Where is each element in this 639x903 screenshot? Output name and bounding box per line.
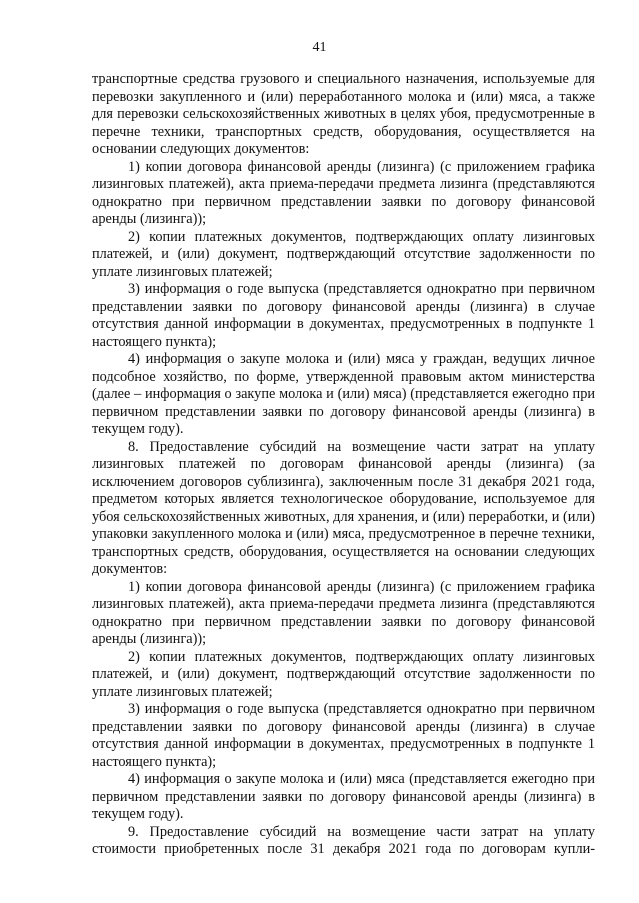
paragraph-item-3: 3) информация о годе выпуска (представляется однократно при первичном представлении заявки по договору финансовой аренды (лизинга) в случае отсутствия данной информации в документах, предусмотренных в подпункте 1 настоящего пункта);	[92, 281, 595, 350]
document-body	[92, 71, 595, 859]
paragraph-item-1: 1) копии договора финансовой аренды (лизинга) (с приложением графика лизинговых платежей), акта приема-передачи предмета лизинга (представляются однократно при первичном представлении заявки по договору финансовой аренды (лизинга));	[92, 158, 595, 227]
paragraph-section-9: 9. Предоставление субсидий на возмещение части затрат на уплату стоимости приобретенных после 31 декабря 2021 года по договорам купли-	[92, 823, 595, 857]
paragraph-item-3: 3) информация о годе выпуска (представляется однократно при первичном представлении заявки по договору финансовой аренды (лизинга) в случае отсутствия данной информации в документах, предусмотренных в подпункте 1 настоящего пункта);	[92, 701, 595, 770]
paragraph-item-1: 1) копии договора финансовой аренды (лизинга) (с приложением графика лизинговых платежей), акта приема-передачи предмета лизинга (представляются однократно при первичном представлении заявки по договору финансовой аренды (лизинга));	[92, 578, 595, 647]
page-number: 41	[312, 40, 327, 55]
paragraph-section-8: 8. Предоставление субсидий на возмещение части затрат на уплату лизинговых платежей по договорам финансовой аренды (лизинга) (за исключением договоров сублизинга), заключенным после 31 декабря 2021 года, предметом которых является технологическое оборудование, используемое для убоя сельскохозяйственных животных, для хранения, и (или) переработки, и (или) упаковки закупленного молока и (или) мяса, предусмотренное в перечне техники, транспортных средств, оборудования, осуществляется на основании следующих документов:	[92, 438, 595, 577]
paragraph-item-2: 2) копии платежных документов, подтверждающих оплату лизинговых платежей, и (или) документ, подтверждающий отсутствие задолженности по уплате лизинговых платежей;	[92, 228, 595, 280]
paragraph-item-4: 4) информация о закупе молока и (или) мяса (представляется ежегодно при первичном представлении заявки по договору финансовой аренды (лизинга) в текущем году).	[92, 771, 595, 822]
paragraph-item-4: 4) информация о закупе молока и (или) мяса у граждан, ведущих личное подсобное хозяйство, по форме, утвержденной правовым актом министерства (далее – информация о закупе молока и (или) мяса) (представляется ежегодно при первичном представлении заявки по договору финансовой аренды (лизинга) в текущем году).	[92, 351, 595, 437]
paragraph-item-2: 2) копии платежных документов, подтверждающих оплату лизинговых платежей, и (или) документ, подтверждающий отсутствие задолженности по уплате лизинговых платежей;	[92, 648, 595, 700]
paragraph-continuation: транспортные средства грузового и специального назначения, используемые для перевозки закупленного и (или) переработанного молока и (или) мяса, а также для перевозки сельскохозяйственных животных в целях убоя, предусмотренные в перечне техники, транспортных средств, оборудования, осуществляется на основании следующих документов:	[92, 71, 595, 157]
